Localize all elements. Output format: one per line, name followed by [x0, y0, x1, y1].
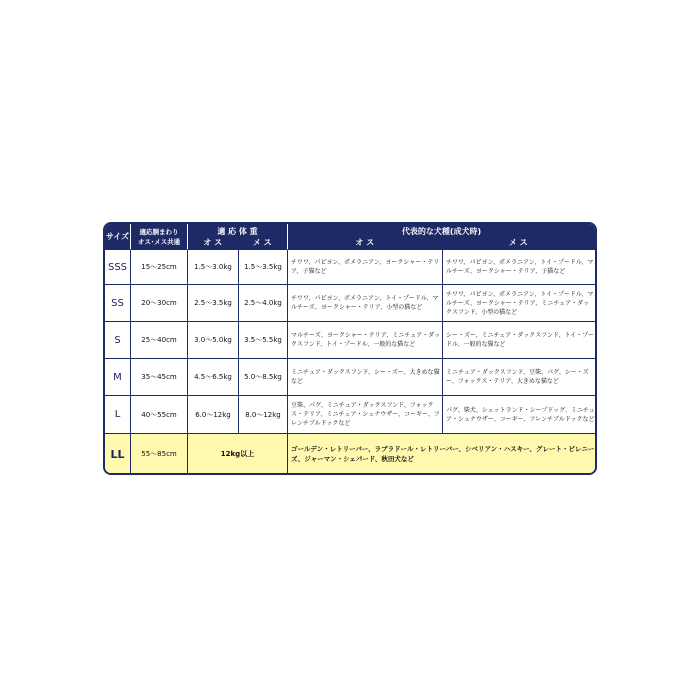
ll-weight-cell: [188, 434, 288, 474]
breeds-female-cell: [443, 396, 595, 434]
breeds-female-text: パグ、柴犬、シェットランド・シープドッグ、ミニチュア・シュナウザー、コーギー、フレンチブルドックなど: [446, 406, 595, 423]
girth-cell: [131, 359, 188, 396]
breeds-male-cell: [288, 359, 443, 396]
weight-female-text: 2.5〜4.0kg: [244, 299, 282, 307]
header-girth-line2: オス･メス共通: [137, 237, 181, 246]
breeds-male-text: チワワ、パピヨン、ポメラニアン、ヨークシャー・テリア、子猫など: [291, 259, 440, 275]
header-girth: [131, 224, 188, 250]
size-cell: [105, 250, 131, 285]
weight-female-cell: [239, 250, 288, 285]
weight-female-text: 1.5〜3.5kg: [244, 263, 282, 271]
weight-male-cell: [188, 359, 239, 396]
size-cell: [105, 396, 131, 434]
weight-male-cell: [188, 250, 239, 285]
size-chart-table: [103, 222, 597, 475]
breeds-female-cell: [443, 250, 595, 285]
header-size: [105, 224, 131, 250]
girth-text: 15〜25cm: [141, 263, 177, 271]
breeds-male-text: 豆柴、パグ、ミニチュア・ダックスフンド、フォックス・テリア、ミニチュア・シュナウザー、コーギー、フレンチブルドックなど: [291, 402, 440, 427]
header-breeds-female: メ ス: [508, 237, 528, 247]
weight-female-cell: [239, 396, 288, 434]
weight-male-cell: [188, 322, 239, 359]
breeds-male-text: チワワ、パピヨン、ポメラニアン、トイ・プードル、マルチーズ、ヨークシャー・テリア、小型の猫など: [291, 295, 439, 311]
header-weight-female: メ ス: [252, 237, 272, 247]
weight-male-cell: [188, 396, 239, 434]
girth-cell: [131, 285, 188, 322]
breeds-male-text: マルチーズ、ヨークシャー・テリア、ミニチュア・ダックスフンド、トイ・プードル、一般的な猫など: [291, 332, 441, 348]
header-weight-title: 適 応 体 重: [217, 226, 258, 236]
weight-male-text: 6.0〜12kg: [195, 410, 231, 419]
size-cell: [105, 285, 131, 322]
header-breeds-male: オ ス: [355, 237, 375, 247]
breeds-male-cell: [288, 285, 443, 322]
girth-text: 40〜55cm: [141, 410, 177, 419]
weight-male-cell: [188, 285, 239, 322]
girth-text: 35〜45cm: [141, 373, 177, 381]
breeds-male-cell: [288, 396, 443, 434]
weight-female-text: 8.0〜12kg: [245, 410, 281, 419]
header-size-label: サイズ: [105, 232, 130, 241]
size-text: SS: [111, 297, 124, 309]
breeds-female-text: チワワ、パピヨン、ポメラニアン、トイ・プードル、マルチーズ、ヨークシャー・テリア、子猫など: [446, 259, 594, 275]
size-cell: [105, 322, 131, 359]
ll-weight-text: 12kg以上: [220, 450, 255, 458]
weight-female-cell: [239, 285, 288, 322]
weight-female-cell: [239, 322, 288, 359]
girth-text: 20〜30cm: [141, 299, 177, 307]
size-text: L: [114, 409, 121, 420]
girth-text: 25〜40cm: [141, 336, 177, 344]
ll-size-cell: [105, 434, 131, 474]
header-girth-line1: 適応胴まわり: [139, 227, 179, 236]
size-text: S: [114, 334, 121, 346]
size-text: M: [113, 371, 122, 383]
breeds-female-cell: [443, 359, 595, 396]
ll-breeds-cell: [288, 434, 595, 474]
breeds-female-text: シー・ズー、ミニチュア・ダックスフンド、トイ・プードル、一般的な猫など: [446, 332, 594, 348]
ll-girth-text: 55〜85cm: [141, 450, 177, 458]
ll-size-text: LL: [110, 447, 125, 461]
breeds-female-text: ミニチュア・ダックスフンド、豆柴、パグ、シー・ズー、フォックス・テリア、大きめな猫など: [446, 369, 589, 385]
breeds-female-text: チワワ、パピヨン、ポメラニアン、トイ・プードル、マルチーズ、ヨークシャー・テリア、ミニチュア・ダックスフンド、小型の猫など: [446, 290, 594, 316]
girth-cell: [131, 396, 188, 434]
weight-male-text: 2.5〜3.5kg: [194, 299, 232, 307]
girth-cell: [131, 322, 188, 359]
header-breeds: [288, 224, 595, 250]
size-cell: [105, 359, 131, 396]
breeds-male-cell: [288, 322, 443, 359]
breeds-male-cell: [288, 250, 443, 285]
ll-breeds-text: ゴールデン・レトリーバー、ラブラドール・レトリーバー、シベリアン・ハスキー、グレート・ピレニーズ、ジャーマン・シェパード、秋田犬など: [291, 445, 595, 463]
weight-female-text: 3.5〜5.5kg: [244, 336, 282, 344]
weight-female-cell: [239, 359, 288, 396]
girth-cell: [131, 250, 188, 285]
header-weight-male: オ ス: [203, 237, 223, 247]
breeds-female-cell: [443, 322, 595, 359]
header-weight: [188, 224, 288, 250]
size-text: SSS: [107, 261, 128, 273]
breeds-male-text: ミニチュア・ダックスフンド、シー・ズー、大きめな猫など: [291, 369, 440, 385]
weight-male-text: 1.5〜3.0kg: [194, 263, 232, 271]
ll-girth-cell: [131, 434, 188, 474]
weight-female-text: 5.0〜8.5kg: [244, 373, 282, 381]
weight-male-text: 4.5〜6.5kg: [194, 373, 232, 381]
breeds-female-cell: [443, 285, 595, 322]
header-breeds-title: 代表的な犬種(成犬時): [401, 226, 482, 236]
weight-male-text: 3.0〜5.0kg: [194, 336, 232, 344]
